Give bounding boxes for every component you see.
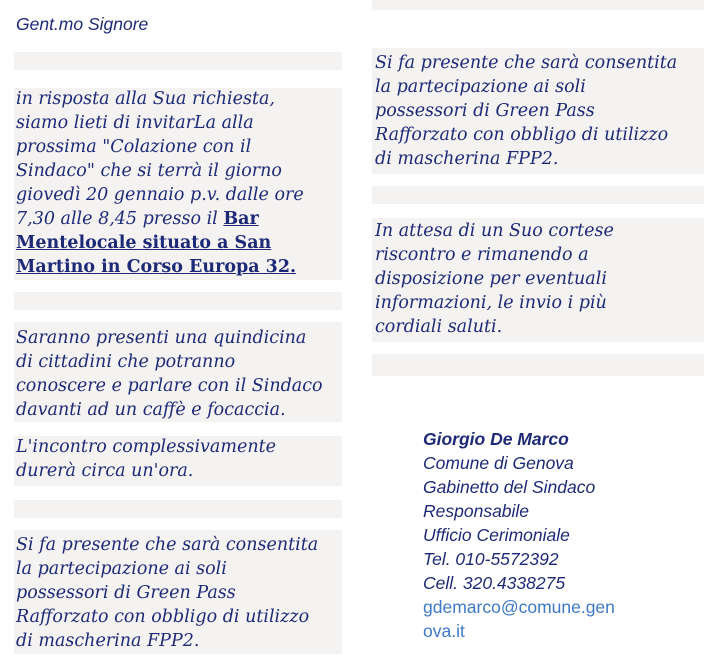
invite-line: Sindaco" che si terrà il giorno [16, 161, 282, 181]
greenpass-line: Rafforzato con obbligo di utilizzo [375, 125, 669, 145]
closing-line: riscontro e rimanendo a [375, 245, 589, 265]
greenpass-line: di mascherina FPP2. [16, 631, 200, 651]
greenpass-line: la partecipazione ai soli [375, 77, 586, 97]
invite-line: prossima "Colazione con il [16, 137, 252, 157]
band-right-top [372, 0, 704, 10]
attendees-line: davanti ad un caffè e focaccia. [16, 400, 286, 420]
invite-paragraph [16, 87, 304, 279]
signature-name: Giorgio De Marco [423, 429, 569, 449]
signature-tel: Tel. 010-5572392 [423, 549, 559, 569]
greenpass-line: Si fa presente che sarà consentita [16, 535, 319, 555]
greenpass-line: Rafforzato con obbligo di utilizzo [16, 607, 310, 627]
signature-dept: Gabinetto del Sindaco [423, 477, 596, 497]
venue-link[interactable]: Martino in Corso Europa 32. [16, 257, 297, 277]
venue-link[interactable]: Bar [223, 209, 259, 229]
signature-cell: Cell. 320.4338275 [423, 573, 566, 593]
band-right-bottom [372, 354, 704, 376]
invite-line-prefix: 7,30 alle 8,45 presso il [16, 209, 224, 229]
signature-block [423, 427, 615, 643]
signature-office: Ufficio Cerimoniale [423, 525, 570, 545]
signature-email-link[interactable]: ova.it [423, 621, 465, 641]
closing-line: In attesa di un Suo cortese [375, 221, 614, 241]
attendees-line: conoscere e parlare con il Sindaco [16, 376, 323, 396]
signature-org: Comune di Genova [423, 453, 574, 473]
attendees-line: di cittadini che potranno [16, 352, 236, 372]
band-gap-1 [14, 292, 342, 310]
duration-paragraph [16, 435, 276, 483]
closing-line: disposizione per eventuali [375, 269, 607, 289]
signature-email-link[interactable]: gdemarco@comune.gen [423, 597, 615, 617]
closing-line: informazioni, le invio i più [375, 293, 607, 313]
invite-line: siamo lieti di invitarLa alla [16, 113, 254, 133]
greenpass-line: possessori di Green Pass [375, 101, 595, 121]
band-right-gap [372, 186, 704, 204]
greenpass-paragraph-right [375, 51, 677, 171]
venue-link[interactable]: Mentelocale situato a San [16, 233, 272, 253]
closing-line: cordiali saluti. [375, 317, 503, 337]
greenpass-line: di mascherina FPP2. [375, 149, 559, 169]
greenpass-line: Si fa presente che sarà consentita [375, 53, 678, 73]
attendees-line: Saranno presenti una quindicina [16, 328, 307, 348]
greenpass-paragraph-left [16, 533, 318, 653]
invite-line: in risposta alla Sua richiesta, [16, 89, 275, 109]
greenpass-line: possessori di Green Pass [16, 583, 236, 603]
closing-paragraph [375, 219, 614, 339]
greenpass-line: la partecipazione ai soli [16, 559, 227, 579]
duration-line: L'incontro complessivamente [16, 437, 276, 457]
signature-role: Responsabile [423, 501, 530, 521]
band-top-left [14, 52, 342, 70]
duration-line: durerà circa un'ora. [16, 461, 194, 481]
band-gap-2 [14, 500, 342, 518]
invite-line [16, 207, 304, 231]
attendees-paragraph [16, 326, 323, 422]
invite-line: giovedì 20 gennaio p.v. dalle ore [16, 185, 304, 205]
greeting: Gent.mo Signore [16, 14, 149, 34]
